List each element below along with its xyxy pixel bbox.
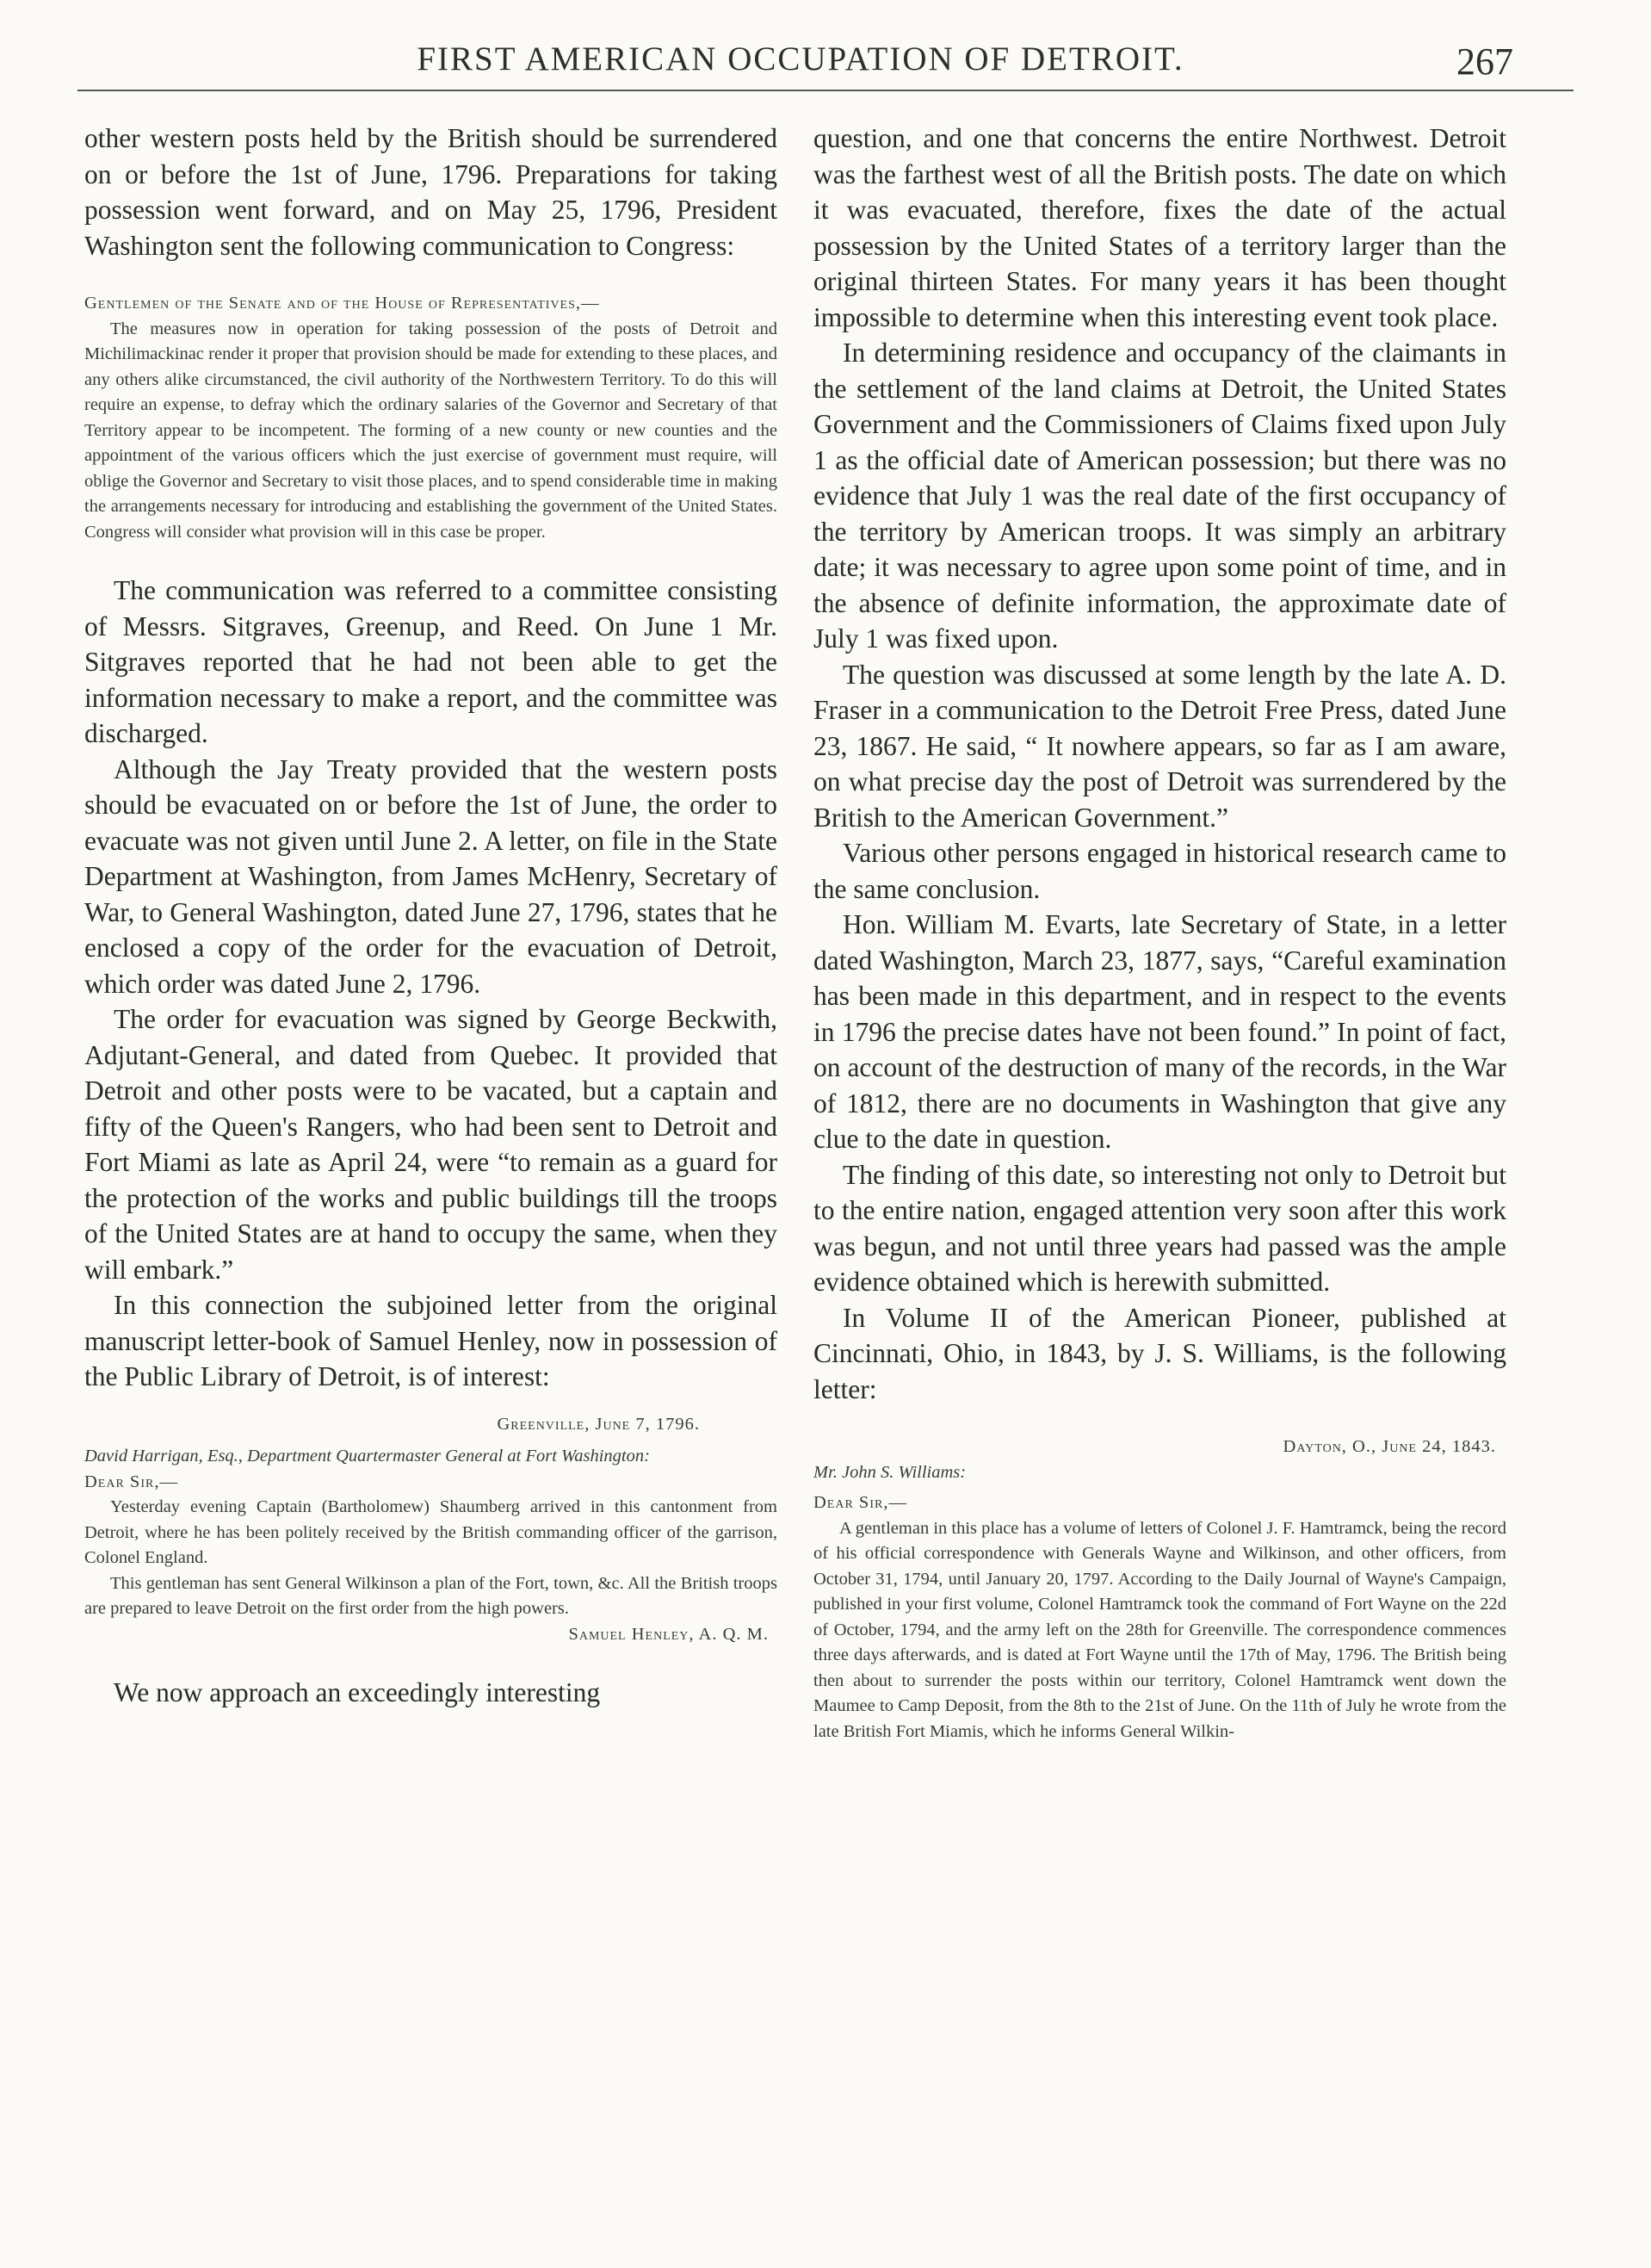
letter-paragraph: A gentleman in this place has a volume of letters of Colonel J. F. Hamtramck, being the record of his official correspondence with Generals Wayne and Wilkinson, and other officers, from October 31, 1794, until January 20, 1797. According to the Daily Journal of Wayne's Campaign, published in your first volume, Colonel Hamtramck took the command of Fort Wayne on the 22d of October, 1794, and the army left on the 28th for Greenville. The correspondence commences three days afterwards, and is dated at Fort Wayne until the 17th of May, 1796. The British being then about to surrender the posts within our territory, Colonel Hamtramck went down the Maumee to Camp Deposit, from the 8th to the 21st of June. On the 11th of July he wrote from the late British Fort Miamis, which he informs General Wilkin- xyxy=(813,1518,1506,1741)
paragraph: The question was discussed at some length by the late A. D. Fraser in a communication to the Detroit Free Press, dated June 23, 1867. He said, “ It nowhere appears, so far as I am aware, on what precise day the post of Detroit was surrendered by the British to the American Government.” xyxy=(813,659,1506,833)
letter-paragraph: Yesterday evening Captain (Bartholomew) Shaumberg arrived in this cantonment from Detroit, where he has been politely received by the British commanding officer of the garrison, Colonel England. xyxy=(84,1497,777,1567)
paragraph: Although the Jay Treaty provided that the western posts should be evacuated on or before the 1st of June, the order to evacuate was not given until June 2. A letter, on file in the State Department at Washington, from James McHenry, Secretary of War, to General Washington, dated June 27, 1796, states that he enclosed a copy of the order for the evacuation of Detroit, which order was dated June 2, 1796. xyxy=(84,753,777,999)
paragraph: other western posts held by the British should be surrendered on or before the 1st of June, 1796. Preparations for taking possession went forward, and on May 25, 1796, President Washington sent the following communication to Congress: xyxy=(84,123,777,261)
presidential-message: The measures now in operation for taking possession of the posts of Detroit and Michilimackinac render it proper that provision should be made for extending to these places, and any others alike circumstanced, the civil authority of the Northwestern Territory. To do this will require an expense, to defray which the ordinary salaries of the Governor and Secretary of that Territory appear to be incompetent. The forming of a new county or new counties and the appointment of the various officers which the just exercise of government must require, will oblige the Governor and Secretary to visit those places, and to spend considerable time in making the arrangements necessary for introducing and establishing the government of the United States. Congress will consider what provision will in this case be proper. xyxy=(84,319,777,542)
header-rule xyxy=(77,90,1574,91)
paragraph: Hon. William M. Evarts, late Secretary of State, in a letter dated Washington, March 23, 1877, says, “Careful examination has been made in this department, and in respect to the events in 1796 the precise dates have not been found.” In point of fact, on account of the destruction of many of the records, in the War of 1812, there are no documents in Washington that give any clue to the date in question. xyxy=(813,909,1506,1154)
letter-paragraph: This gentleman has sent General Wilkinson a plan of the Fort, town, &c. All the British troops are prepared to leave Detroit on the first order from the high powers. xyxy=(84,1573,777,1618)
paragraph: The order for evacuation was signed by George Beckwith, Adjutant-General, and dated from Quebec. It provided that Detroit and other posts were to be vacated, but a captain and fifty of the Queen's Rangers, who had been sent to Detroit and Fort Miami as late as April 24, were “to remain as a guard for the protection of the works and public buildings till the troops of the United States are at hand to occupy the same, when they will embark.” xyxy=(84,1004,777,1285)
paragraph: In this connection the subjoined letter from the original manuscript letter-book of Samuel Henley, now in possession of the Public Library of Detroit, is of interest: xyxy=(84,1290,777,1391)
letter-signature: Samuel Henley, A. Q. M. xyxy=(568,1624,769,1644)
letter-salutation: Dear Sir,— xyxy=(84,1472,178,1491)
paragraph: The finding of this date, so interesting not only to Detroit but to the entire nation, engaged attention very soon after this work was begun, and not until three years had passed was the ample evidence obtained which is herewith submitted. xyxy=(813,1159,1506,1297)
paragraph: Various other persons engaged in historical research came to the same conclusion. xyxy=(813,838,1506,904)
paragraph: In determining residence and occupancy of the claimants in the settlement of the land claims at Detroit, the United States Government and the Commissioners of Claims fixed upon July 1 as the official date of American possession; but there was no evidence that July 1 was the real date of the first occupancy of the territory by American troops. It was simply an arbitrary date; it was necessary to agree upon some point of time, and in the absence of definite information, the approximate date of July 1 was fixed upon. xyxy=(813,338,1506,654)
page-header xyxy=(0,40,1651,91)
letter-salutation: Dear Sir,— xyxy=(813,1493,907,1512)
page-number: 267 xyxy=(1456,40,1513,83)
letter-dateline: Dayton, O., June 24, 1843. xyxy=(1283,1437,1496,1456)
letter-dateline: Greenville, June 7, 1796. xyxy=(497,1414,700,1434)
running-title: FIRST AMERICAN OCCUPATION OF DETROIT. xyxy=(417,40,1184,77)
letter-addressee: Mr. John S. Williams: xyxy=(813,1462,967,1482)
address-heading: Gentlemen of the Senate and of the House of Representatives,— xyxy=(84,294,600,313)
paragraph: We now approach an exceedingly interesting xyxy=(114,1677,601,1707)
letter-addressee: David Harrigan, Esq., Department Quartermaster General at Fort Washington: xyxy=(84,1447,650,1466)
paragraph: In Volume II of the American Pioneer, published at Cincinnati, Ohio, in 1843, by J. S. Williams, is the following letter: xyxy=(813,1302,1506,1404)
paragraph: The communication was referred to a committee consisting of Messrs. Sitgraves, Greenup, and Reed. On June 1 Mr. Sitgraves reported that he had not been able to get the information necessary to make a report, and the committee was discharged. xyxy=(84,575,777,748)
paragraph: question, and one that concerns the entire Northwest. Detroit was the farthest west of all the British posts. The date on which it was evacuated, therefore, fixes the date of the actual possession by the United States of a territory larger than the original thirteen States. For many years it has been thought impossible to determine when this interesting event took place. xyxy=(813,123,1506,332)
right-column xyxy=(813,121,1506,1744)
left-column xyxy=(84,121,777,1711)
